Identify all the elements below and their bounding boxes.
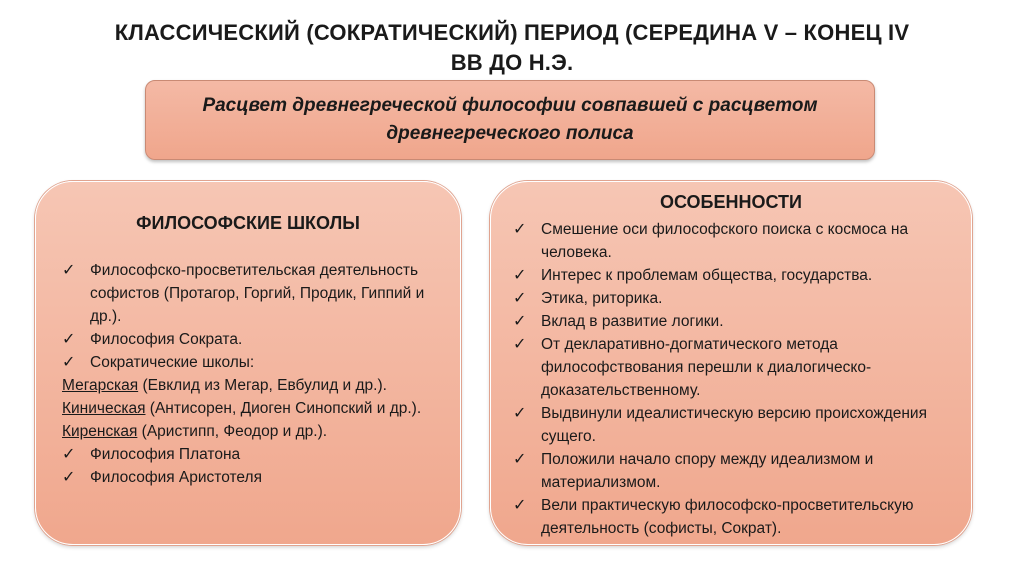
school-name: Мегарская xyxy=(62,377,139,394)
list-item-text: Философия Платона xyxy=(90,446,241,463)
check-icon: ✓ xyxy=(62,446,76,463)
list-item-text: Выдвинули идеалистическую версию происхождения сущего. xyxy=(541,405,927,445)
check-icon: ✓ xyxy=(513,451,527,468)
check-icon: ✓ xyxy=(513,221,527,238)
subtitle-line-1: Расцвет древнегреческой философии совпавшей с расцветом xyxy=(202,95,818,116)
slide-title-line-2: ВВ ДО Н.Э. xyxy=(450,50,574,75)
list-item-text: Интерес к проблемам общества, государства. xyxy=(541,267,873,284)
features-panel xyxy=(490,181,972,545)
list-item-text: Сократические школы: xyxy=(90,354,255,371)
philosophical-schools-list xyxy=(62,259,446,489)
features-list xyxy=(513,218,957,540)
list-item-text: Вклад в развитие логики. xyxy=(541,313,724,330)
school-item xyxy=(62,374,446,397)
list-item xyxy=(513,494,957,540)
school-name: Киническая xyxy=(62,400,146,417)
list-item-text: От декларативно-догматического метода философствования перешли к диалогическо-доказательственному. xyxy=(541,336,872,399)
list-item xyxy=(513,218,957,264)
list-item-text: Этика, риторика. xyxy=(541,290,663,307)
list-item xyxy=(513,264,957,287)
list-item-text: Философия Аристотеля xyxy=(90,469,262,486)
check-icon: ✓ xyxy=(513,290,527,307)
slide-title-line-1: КЛАССИЧЕСКИЙ (СОКРАТИЧЕСКИЙ) ПЕРИОД (СЕРЕДИНА V – КОНЕЦ IV xyxy=(114,20,910,45)
school-members: (Антисорен, Диоген Синопский и др.). xyxy=(145,400,422,417)
check-icon: ✓ xyxy=(62,331,76,348)
list-item xyxy=(513,333,957,402)
check-icon: ✓ xyxy=(62,262,76,279)
check-icon: ✓ xyxy=(513,497,527,514)
list-item xyxy=(62,259,446,328)
subtitle-box xyxy=(145,80,875,160)
list-item xyxy=(513,310,957,333)
philosophical-schools-heading: ФИЛОСОФСКИЕ ШКОЛЫ xyxy=(136,213,360,233)
check-icon: ✓ xyxy=(62,469,76,486)
list-item-text: Вели практическую философско-просветительскую деятельность (софисты, Сократ). xyxy=(541,497,914,537)
list-item xyxy=(513,448,957,494)
school-item xyxy=(62,397,446,420)
school-item xyxy=(62,420,446,443)
list-item xyxy=(62,466,446,489)
check-icon: ✓ xyxy=(513,405,527,422)
school-members: (Аристипп, Феодор и др.). xyxy=(137,423,328,440)
list-item-text: Смешение оси философского поиска с космоса на человека. xyxy=(541,221,909,261)
list-item-text: Философия Сократа. xyxy=(90,331,243,348)
school-name: Киренская xyxy=(62,423,138,440)
list-item xyxy=(62,443,446,466)
check-icon: ✓ xyxy=(513,313,527,330)
philosophical-schools-panel xyxy=(35,181,461,545)
list-item xyxy=(62,328,446,351)
subtitle-line-2: древнегреческого полиса xyxy=(386,123,634,144)
check-icon: ✓ xyxy=(62,354,76,371)
school-members: (Евклид из Мегар, Евбулид и др.). xyxy=(138,377,387,394)
list-item xyxy=(513,402,957,448)
check-icon: ✓ xyxy=(513,336,527,353)
list-item xyxy=(62,351,446,374)
features-heading: ОСОБЕННОСТИ xyxy=(660,192,802,212)
list-item-text: Положили начало спору между идеализмом и материализмом. xyxy=(541,451,874,491)
list-item-text: Философско-просветительская деятельность софистов (Протагор, Горгий, Продик, Гиппий и др.). xyxy=(90,262,425,325)
slide-title xyxy=(40,18,984,78)
list-item xyxy=(513,287,957,310)
check-icon: ✓ xyxy=(513,267,527,284)
